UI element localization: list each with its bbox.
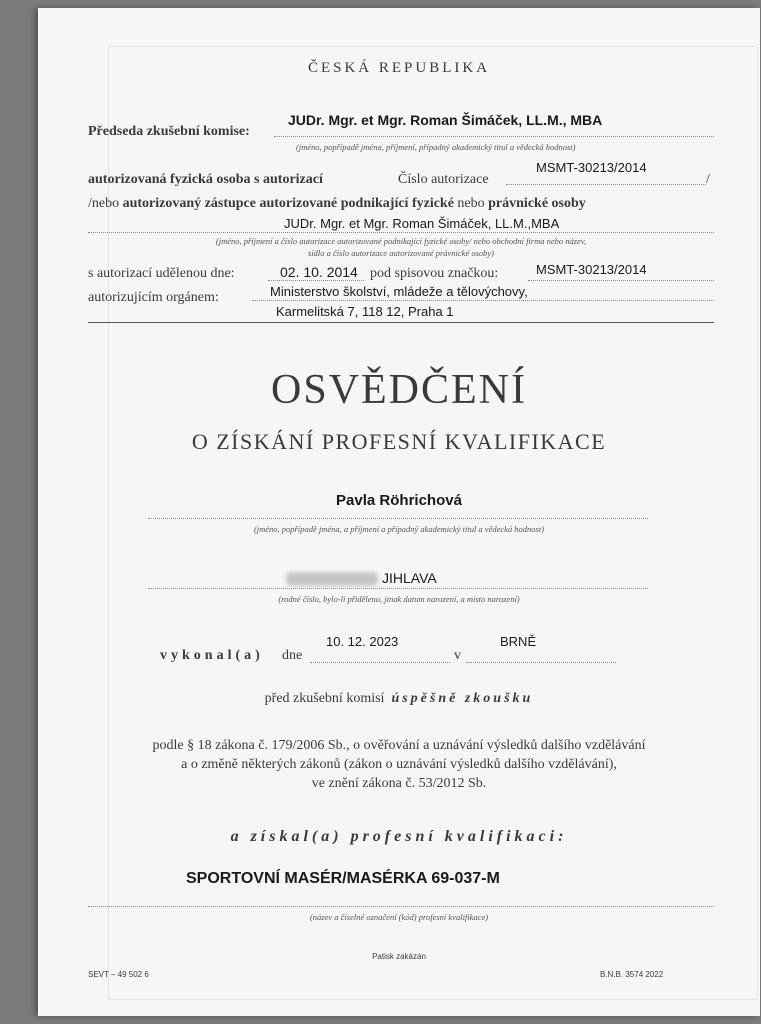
or-prefix: /nebo: [88, 196, 120, 211]
exam-result-line: [38, 691, 760, 707]
chair-name-line: [274, 136, 714, 137]
exam-date: 10. 12. 2023: [326, 634, 399, 649]
law-line-2: a o změně některých zákonů (zákon o uznávání výsledků dalšího vzdělávání),: [181, 757, 617, 772]
before-label: před zkušební komisí: [264, 691, 385, 706]
qualification-note: (název a číselné označení (kód) profesní kvalifikace): [309, 912, 489, 922]
footer-center: Patisk zakázán: [372, 952, 426, 961]
granted-label: s autorizací udělenou dne:: [88, 266, 235, 281]
authority-line-1: Ministerstvo školství, mládeže a tělovýchovy,: [270, 284, 528, 299]
qualification-name: SPORTOVNÍ MASÉR/MASÉRKA 69-037-M: [186, 870, 500, 887]
auth-label: autorizovaná fyzická osoba s autorizací: [88, 172, 323, 187]
exam-place: BRNĚ: [500, 634, 537, 649]
exam-result: úspěšně zkoušku: [391, 691, 534, 706]
person-name-line: [148, 518, 648, 519]
file-value: MSMT-30213/2014: [536, 262, 647, 277]
footer-right: B.N.B. 3574 2022: [600, 970, 664, 979]
birth-line: [148, 588, 648, 589]
law-line-3: ve znění zákona č. 53/2012 Sb.: [311, 776, 487, 791]
certificate-subtitle: O ZÍSKÁNÍ PROFESNÍ KVALIFIKACE: [191, 429, 607, 454]
qualification-gained-label: a získal(a) profesní kvalifikaci:: [230, 828, 568, 845]
chair-label: Předseda zkušební komise:: [88, 124, 250, 139]
granted-date: 02. 10. 2014: [280, 264, 358, 280]
rep-name-line: [88, 232, 714, 233]
rep-note-2: sídlo a číslo autorizace autorizované právnické osoby): [307, 248, 495, 258]
country-heading: ČESKÁ REPUBLIKA: [307, 60, 491, 76]
or-mid: nebo: [457, 196, 485, 211]
file-value-line: [528, 280, 714, 281]
on-label: dne: [282, 648, 303, 663]
auth-number-label: Číslo autorizace: [398, 172, 489, 187]
rep-note-1: (jméno, příjmení a číslo autorizace autorizované podnikající fyzické osoby/ nebo obchodní firma nebo název,: [215, 236, 587, 246]
or-bold-2: právnické osoby: [488, 196, 586, 211]
rep-name: JUDr. Mgr. et Mgr. Roman Šimáček, LL.M.,MBA: [284, 216, 560, 231]
in-label: v: [454, 648, 461, 663]
granted-date-line: [268, 280, 364, 281]
exam-place-line: [466, 662, 616, 663]
law-line-1: podle § 18 zákona č. 179/2006 Sb., o ověřování a uznávání výsledků dalšího vzdělávání: [152, 738, 646, 753]
birth-note: (rodné číslo, bylo-li přiděleno, jinak datum narození, a místo narození): [278, 594, 520, 604]
authority-line-2: Karmelitská 7, 118 12, Praha 1: [276, 304, 454, 319]
certificate-title: OSVĚDČENÍ: [271, 367, 527, 413]
chair-name: JUDr. Mgr. et Mgr. Roman Šimáček, LL.M., MBA: [288, 112, 603, 128]
header-separator: [88, 322, 714, 323]
footer-left: SEVT – 49 502 6: [88, 970, 149, 979]
person-name: Pavla Röhrichová: [336, 492, 462, 509]
chair-note: (jméno, popřípadě jména, příjmení, případný akademický titul a vědecká hodnost): [296, 142, 576, 152]
decorative-frame: [108, 46, 758, 1000]
slash: /: [706, 172, 710, 187]
auth-number-line: [506, 184, 706, 185]
authority-line-1-underline: [252, 300, 714, 301]
file-label: pod spisovou značkou:: [370, 266, 499, 281]
auth-number-value: MSMT-30213/2014: [536, 160, 647, 175]
performed-label: vykonal(a): [160, 648, 264, 663]
authority-label: autorizujícím orgánem:: [88, 290, 219, 305]
certificate-paper: [38, 8, 760, 1016]
or-bold-1: autorizovaný zástupce autorizované podnikající fyzické: [122, 196, 454, 211]
redacted-birth-number: [286, 572, 378, 586]
person-name-note: (jméno, popřípadě jména, a příjmení a případný akademický titul a vědecká hodnost): [253, 524, 545, 534]
birth-place: JIHLAVA: [382, 570, 437, 586]
exam-date-line: [310, 662, 450, 663]
or-line: [88, 196, 586, 212]
qualification-line: [88, 906, 714, 907]
